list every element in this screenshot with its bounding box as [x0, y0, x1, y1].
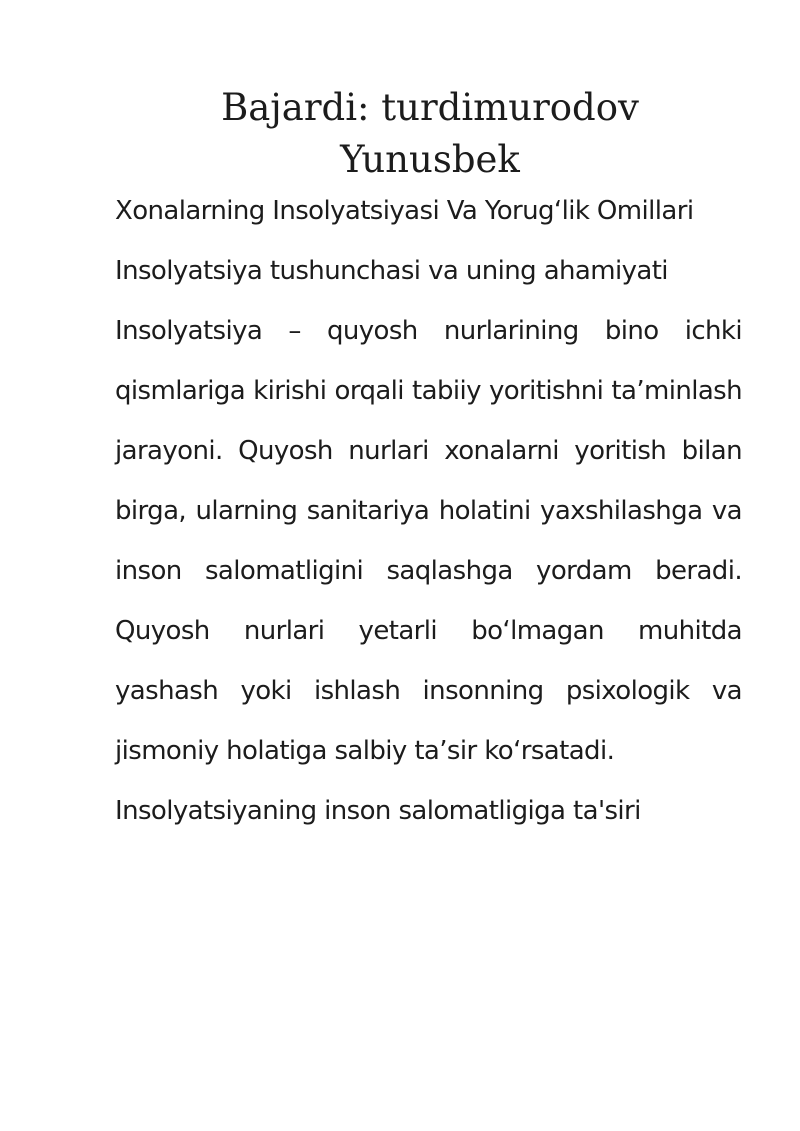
section-title: Xonalarning Insolyatsiyasi Va Yorug‘lik Omillari — [115, 196, 694, 226]
document-body — [115, 181, 742, 841]
subheading-insolation-concept: Insolyatsiya tushunchasi va uning ahamiyati — [115, 256, 668, 286]
document-title: Bajardi: turdimurodov Yunusbek — [221, 86, 639, 181]
subheading-health-effect: Insolyatsiyaning inson salomatligiga ta'siri — [115, 796, 641, 826]
body-paragraph: Insolyatsiya – quyosh nurlarining bino ichki qismlariga kirishi orqali tabiiy yoritishni ta’minlash jarayoni. Quyosh nurlari xonalarni yoritish bilan birga, ularning sanitariya holatini yaxshilashga va inson salomatligini saqlashga yordam beradi. Quyosh nurlari yetarli bo‘lmagan muhitda yashash yoki ishlash insonning psixologik va jismoniy holatiga salbiy ta’sir ko‘rsatadi. — [115, 316, 742, 766]
